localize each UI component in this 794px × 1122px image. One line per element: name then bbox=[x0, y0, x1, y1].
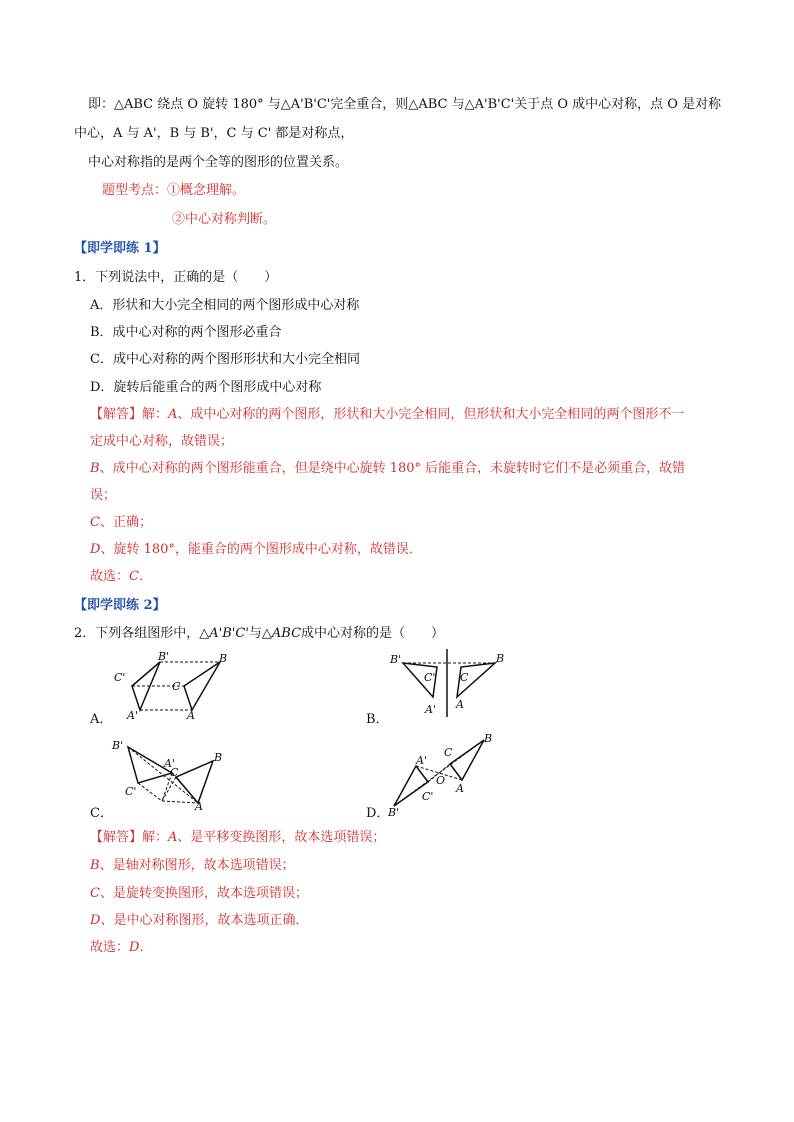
intro-line-2: 中心，A 与 A'，B 与 B'，C 与 C' 都是对称点， bbox=[74, 126, 354, 141]
figure-b-option-label: B． bbox=[366, 712, 389, 727]
figure-a-option-label: A． bbox=[90, 712, 113, 727]
figure-d-label-a: A bbox=[456, 782, 464, 795]
figure-a-label-b-prime: B' bbox=[158, 650, 170, 663]
figure-c-label-c-prime: C' bbox=[125, 785, 137, 798]
figure-a-label-a-prime: A' bbox=[127, 709, 138, 722]
figure-d-label-b: B bbox=[484, 732, 493, 745]
exercise-2-answer-line-3: C、是旋转变换图形，故本选项错误； bbox=[90, 886, 308, 901]
exercise-2-header: 【即学即练 2】 bbox=[74, 598, 166, 613]
figure-d-label-b-prime: B' bbox=[388, 806, 400, 819]
exercise-1-option-b: B．成中心对称的两个图形必重合 bbox=[90, 325, 282, 340]
figure-d-label-a-prime: A' bbox=[416, 754, 427, 767]
figure-a-label-c: C bbox=[172, 680, 181, 693]
exercise-1-answer-line-5: C、正确； bbox=[90, 515, 152, 530]
figure-b bbox=[385, 645, 515, 724]
figure-c bbox=[110, 735, 240, 819]
exercise-1-answer-line-6: D、旋转 180°，能重合的两个图形成中心对称，故错误． bbox=[90, 542, 422, 557]
figure-d-label-c: C bbox=[444, 746, 453, 759]
figure-b-label-c: C bbox=[460, 671, 469, 684]
figure-d bbox=[386, 730, 516, 824]
exercise-1-answer-choice: 故选：C． bbox=[90, 569, 152, 584]
exercise-1-answer-line-4: 误； bbox=[90, 488, 117, 503]
figure-b-label-b: B bbox=[496, 652, 505, 665]
figure-a-label-a: A bbox=[187, 709, 195, 722]
intro-line-3: 中心对称指的是两个全等的图形的位置关系。 bbox=[88, 155, 349, 170]
exercise-1-option-c: C．成中心对称的两个图形形状和大小完全相同 bbox=[90, 352, 360, 367]
tip-judgement: ②中心对称判断。 bbox=[172, 212, 277, 227]
figure-a-label-c-prime: C' bbox=[114, 671, 126, 684]
tip-concept: 题型考点：①概念理解。 bbox=[102, 183, 246, 198]
figure-c-label-b: B bbox=[214, 751, 223, 764]
figure-a-label-b: B bbox=[219, 652, 228, 665]
figure-d-label-c-prime: C' bbox=[422, 790, 434, 803]
exercise-1-header: 【即学即练 1】 bbox=[74, 241, 166, 256]
exercise-2-answer-line-2: B、是轴对称图形，故本选项错误； bbox=[90, 858, 295, 873]
figure-c-label-a-prime: A' bbox=[164, 757, 175, 770]
exercise-1-option-d: D．旋转后能重合的两个图形成中心对称 bbox=[90, 380, 322, 395]
figure-b-label-b-prime: B' bbox=[390, 653, 402, 666]
figure-a bbox=[110, 648, 240, 727]
figure-b-label-a: A bbox=[456, 698, 464, 711]
exercise-1-question: 1．下列说法中，正确的是（ ） bbox=[74, 270, 278, 285]
figure-c-option-label: C． bbox=[90, 806, 113, 821]
figure-c-label-c: C bbox=[170, 766, 179, 779]
figure-b-label-c-prime: C' bbox=[424, 671, 436, 684]
figure-d-label-o: O bbox=[436, 774, 446, 787]
intro-line-1: 即：△ABC 绕点 O 旋转 180° 与△A'B'C'完全重合，则△ABC 与△A'B'C'关于点 O 成中心对称，点 O 是对称 bbox=[88, 97, 722, 112]
exercise-1-answer-line-3: B、成中心对称的两个图形能重合，但是绕中心旋转 180° 后能重合，未旋转时它们不是必须重合，故错 bbox=[90, 461, 686, 476]
figure-b-label-a-prime: A' bbox=[425, 703, 436, 716]
exercise-1-answer-line-1: 【解答】解：A、成中心对称的两个图形，形状和大小完全相同，但形状和大小完全相同的两个图形不一 bbox=[90, 407, 685, 422]
exercise-1-answer-line-2: 定成中心对称，故错误； bbox=[90, 434, 234, 449]
figure-c-label-a: A bbox=[195, 800, 203, 813]
figure-c-label-b-prime: B' bbox=[112, 739, 124, 752]
figure-d-option-label: D． bbox=[366, 806, 390, 821]
exercise-1-option-a: A．形状和大小完全相同的两个图形成中心对称 bbox=[90, 298, 360, 313]
exercise-2-answer-choice: 故选：D． bbox=[90, 940, 153, 955]
exercise-2-question: 2．下列各组图形中，△A'B'C'与△ABC成中心对称的是（ ） bbox=[74, 626, 445, 641]
exercise-2-answer-line-1: 【解答】解：A、是平移变换图形，故本选项错误； bbox=[90, 830, 386, 845]
exercise-2-answer-line-4: D、是中心对称图形，故本选项正确． bbox=[90, 913, 309, 928]
